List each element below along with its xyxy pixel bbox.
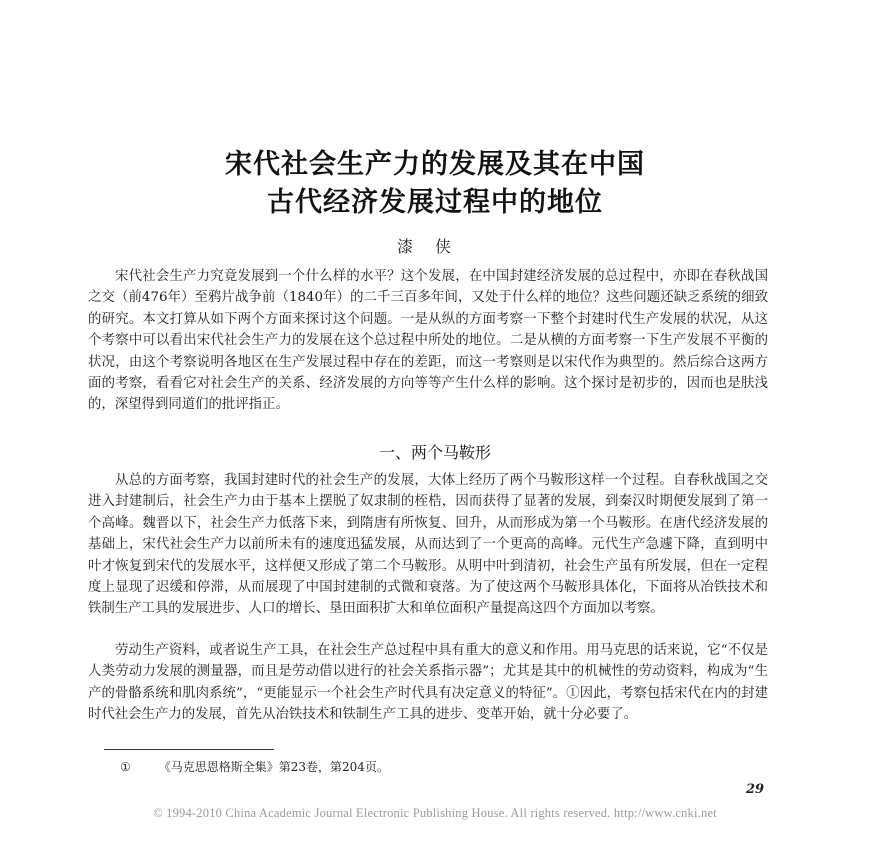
- intro-paragraph: 宋代社会生产力究竟发展到一个什么样的水平？这个发展，在中国封建经济发展的总过程中，亦即在春秋战国之交（前476年）至鸦片战争前（1840年）的二千三百多年间，又处于什么样的地位？这些问题还缺乏系统的细致的研究。本文打算从如下两个方面来探讨这个问题。一是从纵的方面考察一下整个封建时代生产发展的状况，从这个考察中可以看出宋代社会生产力的发展在这个总过程中所处的地位。二是从横的方面考察一下生产发展不平衡的状况，由这个考察说明各地区在生产发展过程中存在的差距，而这一考察则是以宋代作为典型的。然后综合这两方面的考察，看看它对社会生产的关系、经济发展的方向等等产生什么样的影响。这个探讨是初步的，因而也是肤浅的，深望得到同道们的批评指正。: [88, 269, 768, 413]
- footnote: [120, 758, 720, 775]
- copyright-watermark: © 1994-2010 China Academic Journal Electronic Publishing House. All rights reserved. http://www.cnki.net: [153, 806, 717, 820]
- article-title-line-2: 古代经济发展过程中的地位: [267, 187, 603, 218]
- footnote-text: 《马克思恩格斯全集》第23卷，第204页。: [158, 760, 389, 774]
- footnote-mark: ①: [120, 760, 131, 774]
- article-title-line-1: 宋代社会生产力的发展及其在中国: [225, 149, 645, 180]
- body-paragraph-1: 从总的方面考察，我国封建时代的社会生产的发展，大体上经历了两个马鞍形这样一个过程。自春秋战国之交进入封建制后，社会生产力由于基本上摆脱了奴隶制的桎梏，因而获得了显著的发展，到秦汉时期便发展到了第一个高峰。魏晋以下，社会生产力低落下来，到隋唐有所恢复、回升，从而形成为第一个马鞍形。在唐代经济发展的基础上，宋代社会生产力以前所未有的速度迅猛发展，从而达到了一个更高的高峰。元代生产急遽下降，直到明中叶才恢复到宋代的发展水平，这样便又形成了第二个马鞍形。从明中叶到清初，社会生产虽有所发展，但在一定程度上显现了迟缓和停滞，从而展现了中国封建制的式微和衰落。为了使这两个马鞍形具体化，下面将从冶铁技术和铁制生产工具的发展进步、人口的增长、垦田面积扩大和单位面积产量提高这四个方面加以考察。: [88, 473, 768, 617]
- body-paragraph-2: 劳动生产资料，或者说生产工具，在社会生产总过程中具有重大的意义和作用。用马克思的话来说，它“不仅是人类劳动力发展的测量器，而且是劳动借以进行的社会关系指示器”；尤其是其中的机械性的劳动资料，构成为“生产的骨骼系统和肌肉系统”，“更能显示一个社会生产时代具有决定意义的特征”。①因此，考察包括宋代在内的封建时代社会生产力的发展，首先从冶铁技术和铁制生产工具的进步、变革开始，就十分必要了。: [88, 643, 768, 723]
- footnote-divider: [104, 749, 274, 750]
- section-heading: 一、两个马鞍形: [378, 443, 491, 462]
- author-name: 漆侠: [396, 237, 473, 256]
- page-number: 29: [746, 782, 765, 797]
